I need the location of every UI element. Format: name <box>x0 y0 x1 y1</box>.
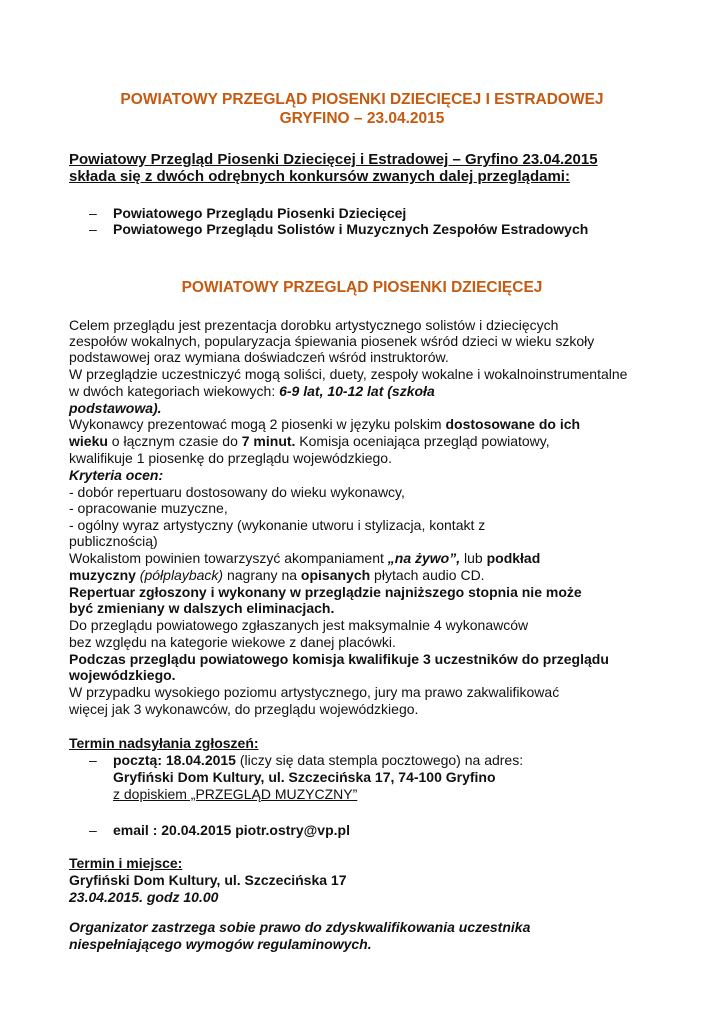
body-line: Celem przeglądu jest prezentacja dorobku artystycznego solistów i dziecięcych <box>69 317 559 333</box>
body-line: w dwóch kategoriach wiekowych: 6-9 lat, 10-12 lat (szkoła <box>69 383 435 399</box>
intro-line2: składa się z dwóch odrębnych konkursów zwanych dalej przeglądami: <box>69 168 570 185</box>
venue-heading: Termin i miejsce: <box>69 855 183 871</box>
body-line: Do przeglądu powiatowego zgłaszanych jest maksymalnie 4 wykonawców <box>69 617 529 633</box>
contest-item: Powiatowego Przeglądu Piosenki Dziecięcej <box>113 205 407 221</box>
post-deadline: pocztą: 18.04.2015 (liczy się data stempla pocztowego) na adres: <box>113 752 524 768</box>
contest-item: Powiatowego Przeglądu Solistów i Muzycznych Zespołów Estradowych <box>113 221 589 237</box>
body-line: bez względu na kategorie wiekowe z danej placówki. <box>69 634 396 650</box>
criteria-item: - dobór repertuaru dostosowany do wieku wykonawcy, <box>69 484 405 500</box>
body-line: W przypadku wysokiego poziomu artystycznego, jury ma prawo zakwalifikować <box>69 684 560 700</box>
document-title-line1: POWIATOWY PRZEGLĄD PIOSENKI DZIECIĘCEJ I ESTRADOWEJ <box>120 91 604 108</box>
closing-note: niespełniającego wymogów regulaminowych. <box>69 936 372 952</box>
post-note: z dopiskiem „PRZEGLĄD MUZYCZNY” <box>113 786 358 802</box>
list-dash: – <box>89 752 97 768</box>
body-line: muzyczny (półplayback) nagrany na opisanych płytach audio CD. <box>69 567 485 583</box>
list-dash: – <box>89 221 97 237</box>
body-line: wojewódzkiego. <box>69 667 176 683</box>
body-line: Wykonawcy prezentować mogą 2 piosenki w języku polskim dostosowane do ich <box>69 416 581 432</box>
criteria-heading: Kryteria ocen: <box>69 467 164 483</box>
body-line: być zmieniany w dalszych eliminacjach. <box>69 600 335 616</box>
venue-date: 23.04.2015. godz 10.00 <box>69 889 219 905</box>
list-dash: – <box>89 205 97 221</box>
criteria-item: - opracowanie muzyczne, <box>69 500 228 516</box>
section-title: POWIATOWY PRZEGLĄD PIOSENKI DZIECIĘCEJ <box>181 279 543 296</box>
email-deadline: email : 20.04.2015 piotr.ostry@vp.pl <box>113 822 350 838</box>
venue-place: Gryfiński Dom Kultury, ul. Szczecińska 17 <box>69 872 347 888</box>
body-line: Podczas przeglądu powiatowego komisja kwalifikuje 3 uczestników do przeglądu <box>69 651 609 667</box>
body-line: Repertuar zgłoszony i wykonany w przeglądzie najniższego stopnia nie może <box>69 584 582 600</box>
intro-line1: Powiatowy Przegląd Piosenki Dziecięcej i Estradowej – Gryfino 23.04.2015 <box>69 151 598 168</box>
body-line: podstawowej oraz wymiana doświadczeń wśród instruktorów. <box>69 349 449 365</box>
body-line: W przeglądzie uczestniczyć mogą soliści, duety, zespoły wokalne i wokalnoinstrumentalne <box>69 366 628 382</box>
body-line: zespołów wokalnych, popularyzacja śpiewania piosenek wśród dzieci w wieku szkoły <box>69 333 595 349</box>
criteria-item: - ogólny wyraz artystyczny (wykonanie utworu i stylizacja, kontakt z <box>69 517 486 533</box>
body-line: podstawowa). <box>69 400 162 416</box>
body-line: Wokalistom powinien towarzyszyć akompaniament „na żywo”, lub podkład <box>69 550 541 566</box>
body-line: więcej jak 3 wykonawców, do przeglądu wojewódzkiego. <box>69 701 419 717</box>
closing-note: Organizator zastrzega sobie prawo do zdyskwalifikowania uczestnika <box>69 919 531 935</box>
deadline-heading: Termin nadsyłania zgłoszeń: <box>69 735 259 751</box>
body-line: publicznością) <box>69 533 158 549</box>
body-line: wieku o łącznym czasie do 7 minut. Komisja oceniająca przegląd powiatowy, <box>69 433 550 449</box>
body-line: kwalifikuje 1 piosenkę do przeglądu wojewódzkiego. <box>69 450 392 466</box>
document-title-line2: GRYFINO – 23.04.2015 <box>279 110 445 127</box>
post-address: Gryfiński Dom Kultury, ul. Szczecińska 17, 74-100 Gryfino <box>113 769 496 785</box>
list-dash: – <box>89 822 97 838</box>
